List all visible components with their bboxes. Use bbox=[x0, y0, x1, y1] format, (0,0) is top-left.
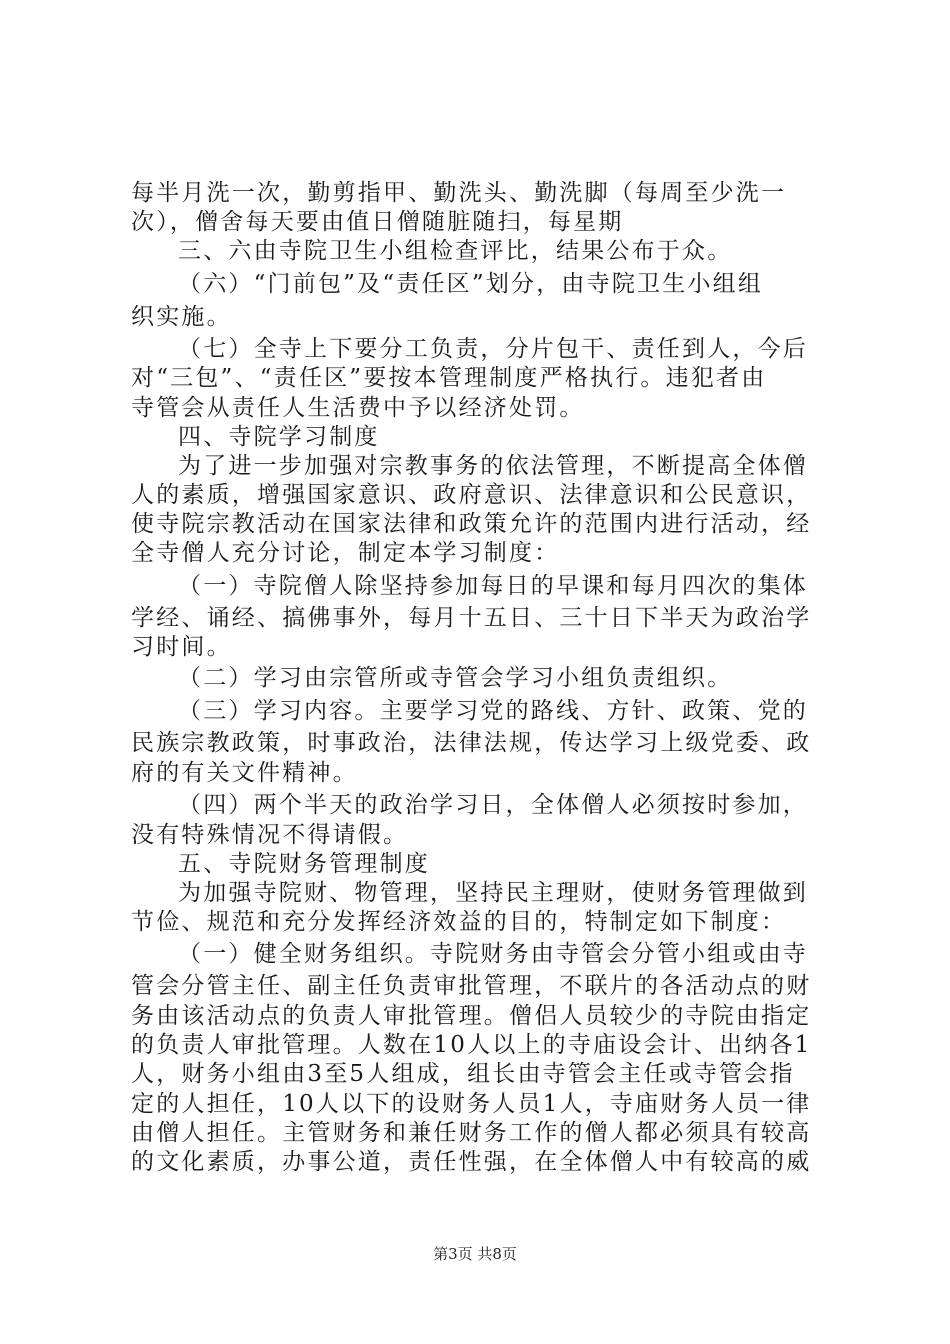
page-number-footer: 第3页 共8页 bbox=[433, 1245, 517, 1263]
text-line: （一）健全财务组织。寺院财务由寺管会分管小组或由寺 bbox=[178, 941, 808, 967]
text-line: 寺管会从责任人生活费中予以经济处罚。 bbox=[131, 395, 585, 421]
text-line: 为加强寺院财、物管理，坚持民主理财，使财务管理做到 bbox=[178, 880, 808, 906]
text-line: （三）学习内容。主要学习党的路线、方针、政策、党的 bbox=[178, 698, 808, 724]
text-line: （一）寺院僧人除坚持参加每日的早课和每月四次的集体 bbox=[178, 573, 808, 599]
text-line: 的文化素质，办事公道，责任性强，在全体僧人中有较高的威 bbox=[131, 1149, 812, 1175]
text-line: （七）全寺上下要分工负责，分片包干、责任到人，今后 bbox=[178, 336, 808, 362]
text-line: 管会分管主任、副主任负责审批管理，不联片的各活动点的财 bbox=[131, 973, 812, 999]
text-line: 为了进一步加强对宗教事务的依法管理，不断提高全体僧 bbox=[178, 453, 808, 479]
text-line: 没有特殊情况不得请假。 bbox=[131, 822, 409, 848]
text-line: 民族宗教政策，时事政治，法律法规，传达学习上级党委、政 bbox=[131, 730, 812, 756]
section-heading: 四、寺院学习制度 bbox=[178, 424, 380, 450]
text-line: 定的人担任，10人以下的设财务人员1人，寺庙财务人员一律 bbox=[131, 1091, 812, 1117]
text-line: 次），僧舍每天要由值日僧随脏随扫，每星期 bbox=[131, 209, 624, 235]
text-line: （四）两个半天的政治学习日，全体僧人必须按时参加， bbox=[178, 792, 808, 818]
text-line: 务由该活动点的负责人审批管理。僧侣人员较少的寺院由指定 bbox=[131, 1003, 812, 1029]
text-line: 每半月洗一次，勤剪指甲、勤洗头、勤洗脚（每周至少洗一 bbox=[131, 180, 787, 206]
text-line: 府的有关文件精神。 bbox=[131, 760, 358, 786]
text-line: 学经、诵经、搞佛事外，每月十五日、三十日下半天为政治学 bbox=[131, 605, 812, 631]
section-heading: 五、寺院财务管理制度 bbox=[178, 851, 430, 877]
text-line: 人，财务小组由3至5人组成，组长由寺管会主任或寺管会指 bbox=[131, 1061, 795, 1087]
text-line: 织实施。 bbox=[131, 304, 232, 330]
text-line: 使寺院宗教活动在国家法律和政策允许的范围内进行活动，经 bbox=[131, 511, 812, 537]
text-line: （二）学习由宗管所或寺管会学习小组负责组织。 bbox=[178, 665, 733, 691]
text-line: 习时间。 bbox=[131, 634, 232, 660]
text-line: 全寺僧人充分讨论，制定本学习制度： bbox=[131, 540, 560, 566]
text-line: 对“三包”、“责任区”要按本管理制度严格执行。违犯者由 bbox=[131, 365, 767, 391]
text-line: 人的素质，增强国家意识、政府意识、法律意识和公民意识， bbox=[131, 482, 812, 508]
text-line: 由僧人担任。主管财务和兼任财务工作的僧人都必须具有较高 bbox=[131, 1120, 812, 1146]
text-line: 三、六由寺院卫生小组检查评比，结果公布于众。 bbox=[178, 238, 733, 264]
text-line: 的负责人审批管理。人数在10人以上的寺庙设会计、出纳各1 bbox=[131, 1032, 812, 1058]
text-line: （六）“门前包”及“责任区”划分，由寺院卫生小组组 bbox=[178, 271, 764, 297]
text-line: 节俭、规范和充分发挥经济效益的目的，特制定如下制度： bbox=[131, 909, 787, 935]
